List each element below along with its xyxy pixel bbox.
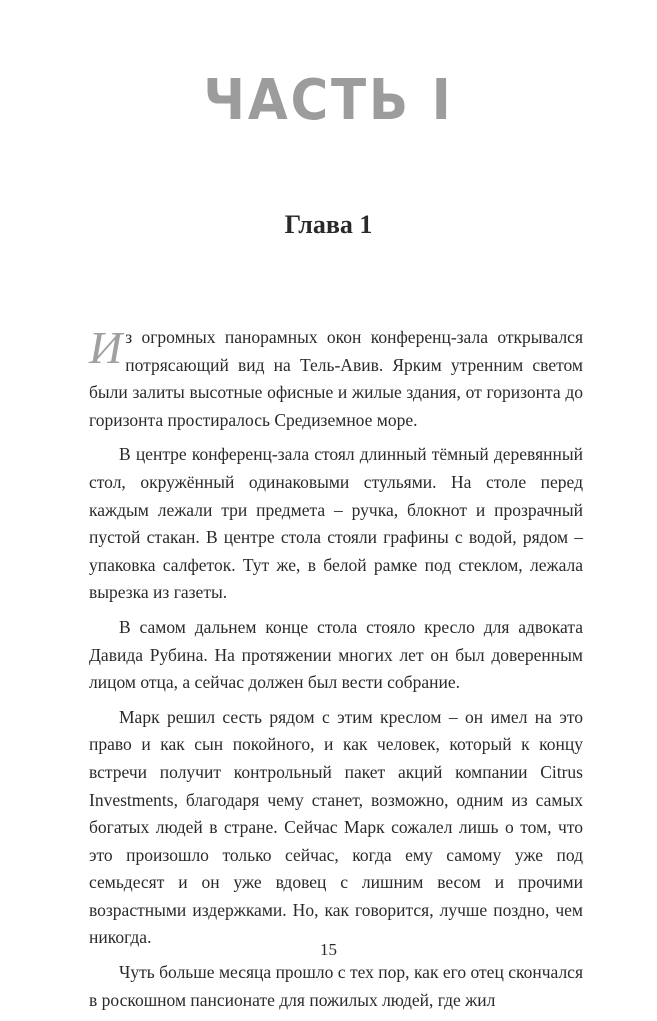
paragraph-text: з огромных панорамных окон конференц-зала открывался потрясающий вид на Тель-Авив. Ярким утренним светом были залиты высотные офисные и жилые здания, от горизонта до горизонта простиралось Средиземное море. [89,327,583,430]
paragraph-1 [89,324,583,434]
paragraph-4 [89,704,583,952]
paragraph-2 [89,441,583,607]
chapter-body [89,324,583,1021]
paragraph-text: В центре конференц-зала стоял длинный тёмный деревянный стол, окружённый одинаковыми стульями. На столе перед каждым лежали три предмета – ручка, блокнот и прозрачный пустой стакан. В центре стола стояли графины с водой, рядом – упаковка салфеток. Тут же, в белой рамке под стеклом, лежала вырезка из газеты. [89,444,583,603]
paragraph-text: Марк решил сесть рядом с этим креслом – он имел на это право и как сын покойного, и как человек, который к концу встречи получит контрольный пакет акций компании Citrus Investments, благодаря чему станет, возможно, одним из самых богатых людей в стране. Сейчас Марк сожалел лишь о том, что это произошло только сейчас, когда ему самому уже под семьдесят и он уже вдовец с лишним весом и прочими возрастными издержками. Но, как говорится, лучше поздно, чем никогда. [89,706,583,948]
chapter-title: Глава 1 [284,210,373,239]
paragraph-text: Чуть больше месяца прошло с тех пор, как его отец скончался в роскошном пансионате для пожилых людей, где жил [89,962,583,1010]
paragraph-text: В самом дальнем конце стола стояло кресло для адвоката Давида Рубина. На протяжении многих лет он был доверенным лицом отца, а сейчас должен был вести собрание. [89,616,583,693]
paragraph-5 [89,959,583,1014]
drop-cap: И [89,322,123,373]
part-title: ЧАСТЬ I [203,68,454,133]
paragraph-3 [89,614,583,697]
page-number: 15 [320,940,337,959]
